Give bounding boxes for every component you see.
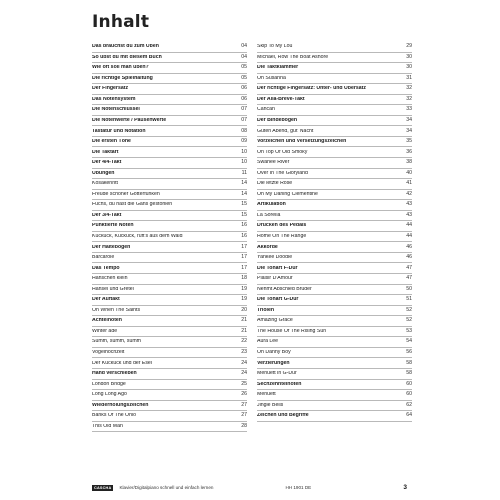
toc-entry-label: Die Notenwerte / Pausenwerte [92, 118, 167, 123]
toc-entry [92, 348, 247, 359]
toc-column-right [257, 42, 412, 422]
toc-entry-page: 24 [241, 359, 247, 366]
toc-entry-label: Guten Abend, gut' Nacht [257, 128, 314, 134]
toc-entry [92, 327, 247, 338]
toc-entry-page: 32 [406, 95, 412, 102]
toc-entry-page: 07 [241, 106, 247, 113]
toc-entry-page: 10 [241, 159, 247, 166]
toc-entry-page: 22 [241, 338, 247, 345]
toc-entry [92, 306, 247, 317]
toc-entry-label: Banks Of The Ohio [92, 413, 137, 419]
toc-entry [257, 295, 412, 306]
toc-entry [92, 422, 247, 433]
toc-entry-label: Oh Susanna [257, 75, 286, 81]
toc-entry [92, 253, 247, 264]
toc-entry-page: 17 [241, 264, 247, 271]
toc-entry-page: 38 [406, 159, 412, 166]
toc-entry [257, 116, 412, 127]
toc-entry-label: So übst du mit diesem Buch [92, 54, 162, 60]
toc-entry-page: 44 [406, 222, 412, 229]
toc-entry-label: La Sorella [257, 212, 281, 218]
toc-entry [92, 390, 247, 401]
toc-entry [92, 263, 247, 274]
toc-entry-label: Kosakenritt [92, 181, 118, 187]
toc-entry-label: Wie oft soll man üben? [92, 65, 149, 71]
toc-entry [92, 221, 247, 232]
toc-entry-page: 17 [241, 243, 247, 250]
toc-entry-label: Das Notensystem [92, 96, 136, 102]
toc-entry-label: Oh Danny Boy [257, 350, 291, 356]
toc-entry [257, 42, 412, 53]
toc-entry-page: 23 [241, 349, 247, 356]
toc-entry-label: Akkorde [257, 244, 278, 250]
toc-entry-label: Vogelhochzeit [92, 350, 125, 356]
toc-entry [257, 169, 412, 180]
toc-entry-label: Die Tonart F-Dur [257, 265, 298, 271]
toc-entry [257, 401, 412, 412]
toc-entry [257, 158, 412, 169]
toc-entry-label: Übungen [92, 170, 115, 176]
toc-entry [92, 63, 247, 74]
toc-entry [257, 190, 412, 201]
toc-entry [257, 126, 412, 137]
toc-entry-label: Home On The Range [257, 234, 307, 240]
toc-entry-page: 47 [406, 275, 412, 282]
toc-entry-page: 41 [406, 180, 412, 187]
toc-entry-label: Long Long Ago [92, 392, 127, 398]
toc-entry-page: 36 [406, 148, 412, 155]
toc-entry-label: This Old Man [92, 423, 123, 429]
toc-entry-label: Summ, summ, summ [92, 339, 141, 345]
toc-entry-page: 52 [406, 317, 412, 324]
toc-entry-label: Verzierungen [257, 360, 290, 366]
toc-entry-page: 06 [241, 95, 247, 102]
toc-entry-label: Winter ade [92, 328, 118, 334]
toc-entry-page: 14 [241, 190, 247, 197]
toc-entry-label: Plaisir D'Amour [257, 276, 293, 282]
toc-entry-page: 24 [241, 370, 247, 377]
toc-entry [257, 358, 412, 369]
toc-entry [257, 369, 412, 380]
toc-entry [257, 285, 412, 296]
toc-entry [257, 232, 412, 243]
toc-entry-page: 11 [241, 169, 247, 176]
toc-entry [92, 147, 247, 158]
toc-entry-label: Sechzehntelnoten [257, 381, 302, 387]
toc-entry-label: Kuckuck, Kuckuck, ruft's aus dem Wald [92, 234, 183, 240]
toc-entry-label: Die Taktart [92, 149, 119, 155]
toc-entry [92, 158, 247, 169]
toc-entry-label: Freude schöner Götterfunken [92, 191, 160, 197]
toc-entry-label: Triolen [257, 307, 275, 313]
toc-entry-label: Die Tonart G-Dur [257, 297, 299, 303]
toc-entry-label: Menuett [257, 392, 276, 398]
toc-entry-page: 19 [241, 296, 247, 303]
toc-entry-page: 05 [241, 74, 247, 81]
toc-entry-label: On Top Of Old Smoky [257, 149, 308, 155]
toc-entry-label: The House Of The Rising Sun [257, 328, 327, 334]
toc-entry-page: 10 [241, 148, 247, 155]
toc-entry [257, 348, 412, 359]
toc-entry-label: Das Tempo [92, 265, 120, 271]
toc-entry-page: 58 [406, 370, 412, 377]
toc-entry [257, 274, 412, 285]
toc-entry-page: 32 [406, 85, 412, 92]
toc-entry [257, 380, 412, 391]
toc-entry-page: 53 [406, 327, 412, 334]
toc-entry [92, 137, 247, 148]
publisher-logo: CASCHA [94, 485, 112, 490]
toc-entry-page: 29 [406, 43, 412, 50]
toc-entry [92, 274, 247, 285]
toc-entry-label: Tastatur und Notation [92, 128, 146, 134]
toc-entry-label: Swanee River [257, 160, 290, 166]
toc-entry-page: 14 [241, 180, 247, 187]
toc-entry-label: Punktierte Noten [92, 223, 134, 229]
toc-entry [92, 190, 247, 201]
toc-entry-label: Yankee Doodle [257, 255, 293, 261]
toc-entry [257, 221, 412, 232]
toc-entry-page: 18 [241, 275, 247, 282]
toc-entry-label: Oh My Darling Clementine [257, 191, 318, 197]
toc-entry [92, 369, 247, 380]
toc-entry [92, 232, 247, 243]
toc-entry-label: Hänschen klein [92, 276, 128, 282]
toc-entry-label: Fuchs, du hast die Gans gestohlen [92, 202, 173, 208]
toc-entry [257, 84, 412, 95]
toc-entry-page: 54 [406, 338, 412, 345]
toc-entry [257, 263, 412, 274]
toc-entry [92, 358, 247, 369]
toc-entry-page: 34 [406, 127, 412, 134]
toc-entry [92, 337, 247, 348]
toc-entry-label: Wiederholungszeichen [92, 402, 149, 408]
toc-entry-label: Das brauchst du zum Üben [92, 44, 159, 50]
toc-entry [257, 179, 412, 190]
toc-entry-page: 51 [406, 296, 412, 303]
toc-entry [92, 53, 247, 64]
toc-entry-label: Oh When The Saints [92, 307, 141, 313]
toc-entry-label: Over In The Gloryland [257, 170, 308, 176]
toc-entry [257, 53, 412, 64]
toc-entry-label: London Bridge [92, 381, 126, 387]
toc-entry-label: Amazing Grace [257, 318, 293, 324]
toc-entry-label: Nehmt Abschied Brüder [257, 286, 312, 292]
toc-entry-label: Der Kuckuck und der Esel [92, 360, 152, 366]
toc-entry-page: 60 [406, 380, 412, 387]
toc-entry [92, 411, 247, 422]
toc-entry [257, 74, 412, 85]
toc-entry [92, 105, 247, 116]
toc-entry-label: Der 3/4-Takt [92, 212, 122, 218]
toc-entry-page: 27 [241, 412, 247, 419]
toc-entry [257, 306, 412, 317]
toc-entry [92, 401, 247, 412]
toc-entry-page: 56 [406, 349, 412, 356]
toc-entry-label: Die letzte Rose [257, 181, 293, 187]
toc-entry-page: 64 [406, 412, 412, 419]
toc-entry [92, 74, 247, 85]
toc-entry-page: 19 [241, 285, 247, 292]
toc-entry-label: Die ersten Töne [92, 139, 131, 145]
toc-entry [92, 211, 247, 222]
toc-entry-label: Cancan [257, 107, 275, 113]
toc-entry-page: 07 [241, 117, 247, 123]
toc-entry-page: 17 [241, 254, 247, 261]
toc-entry [92, 295, 247, 306]
toc-entry-label: Barcarole [92, 255, 115, 261]
toc-entry-label: Artikulation [257, 202, 286, 208]
toc-entry-page: 33 [406, 106, 412, 113]
page-title: Inhalt [92, 12, 150, 32]
toc-entry-label: Die Taktklammer [257, 65, 299, 71]
toc-entry-page: 27 [241, 401, 247, 408]
toc-entry [257, 253, 412, 264]
toc-entry [257, 105, 412, 116]
toc-entry-page: 06 [241, 85, 247, 92]
toc-entry-label: Der Haltebogen [92, 244, 131, 250]
toc-entry-page: 16 [241, 233, 247, 240]
page-number: 3 [403, 484, 407, 491]
toc-entry [92, 42, 247, 53]
toc-entry [92, 95, 247, 106]
toc-entry-page: 50 [406, 285, 412, 292]
toc-entry-page: 43 [406, 211, 412, 218]
toc-entry-page: 08 [241, 127, 247, 134]
toc-entry-page: 34 [406, 117, 412, 123]
toc-entry [92, 179, 247, 190]
toc-entry [92, 169, 247, 180]
toc-entry-label: Der Alla-Breve-Takt [257, 96, 305, 102]
toc-entry [257, 411, 412, 422]
toc-entry [257, 242, 412, 253]
toc-entry [92, 126, 247, 137]
toc-entry-page: 16 [241, 222, 247, 229]
page-footer [92, 483, 407, 492]
toc-entry-label: Vorzeichen und Versetzungszeichen [257, 139, 347, 145]
toc-entry [92, 242, 247, 253]
toc-entry-label: Der richtige Fingersatz: Unter- und Übersatz [257, 86, 366, 92]
toc-entry-page: 21 [241, 317, 247, 324]
toc-entry-label: Menuett in G-Dur [257, 371, 297, 377]
toc-entry-label: Der Bindebogen [257, 118, 298, 123]
toc-entry-page: 15 [241, 211, 247, 218]
toc-entry-label: Die richtige Spielhaltung [92, 75, 153, 81]
toc-entry-page: 44 [406, 233, 412, 240]
toc-entry-label: Zeichen und Begriffe [257, 413, 309, 419]
toc-entry [92, 316, 247, 327]
toc-entry-page: 62 [406, 401, 412, 408]
toc-entry-page: 40 [406, 169, 412, 176]
toc-entry [92, 84, 247, 95]
toc-entry [92, 285, 247, 296]
toc-entry-label: Aura Lee [257, 339, 279, 345]
toc-entry-label: Der Fingersatz [92, 86, 129, 92]
toc-entry-page: 05 [241, 64, 247, 71]
toc-entry-label: Hand verschieben [92, 371, 137, 377]
toc-entry-label: Hänsel und Gretel [92, 286, 134, 292]
toc-entry-page: 42 [406, 190, 412, 197]
toc-entry-label: Die Notenschlüssel [92, 107, 140, 113]
toc-entry [257, 137, 412, 148]
toc-entry-page: 04 [241, 43, 247, 50]
toc-column-left [92, 42, 247, 432]
toc-entry-page: 30 [406, 64, 412, 71]
toc-entry [257, 200, 412, 211]
toc-entry-page: 35 [406, 138, 412, 145]
toc-entry [257, 95, 412, 106]
toc-entry-page: 47 [406, 264, 412, 271]
toc-entry-page: 25 [241, 380, 247, 387]
toc-entry-label: Skip To My Lou [257, 44, 293, 50]
toc-entry-page: 60 [406, 391, 412, 398]
toc-entry-label: Der 4/4-Takt [92, 160, 122, 166]
toc-entry [257, 147, 412, 158]
toc-entry-page: 58 [406, 359, 412, 366]
toc-entry-page: 04 [241, 53, 247, 60]
toc-entry [257, 316, 412, 327]
toc-entry [257, 63, 412, 74]
toc-entry-page: 20 [241, 306, 247, 313]
toc-entry [92, 200, 247, 211]
toc-entry-page: 15 [241, 201, 247, 208]
toc-entry-page: 31 [406, 74, 412, 81]
toc-entry-label: Michael, Row The Boat Ashore [257, 54, 329, 60]
toc-entry-label: Achtelnoten [92, 318, 122, 324]
toc-entry [92, 380, 247, 391]
book-title: Klavier/Digitalpiano schnell und einfach lernen [119, 485, 214, 490]
toc-entry [257, 390, 412, 401]
toc-entry-label: Der Auftakt [92, 297, 120, 303]
toc-entry-page: 52 [406, 306, 412, 313]
book-code: HH 1901 DE [285, 485, 312, 490]
toc-entry-page: 43 [406, 201, 412, 208]
toc-entry-label: Drücken des Pedals [257, 223, 307, 229]
toc-entry [257, 327, 412, 338]
toc-entry [92, 116, 247, 127]
toc-entry-page: 46 [406, 243, 412, 250]
toc-entry [257, 337, 412, 348]
toc-entry-page: 46 [406, 254, 412, 261]
toc-entry-page: 26 [241, 391, 247, 398]
toc-entry-page: 09 [241, 138, 247, 145]
toc-entry-label: Jingle Bells [257, 402, 284, 408]
toc-entry-page: 21 [241, 327, 247, 334]
toc-entry-page: 28 [241, 422, 247, 429]
toc-entry [257, 211, 412, 222]
toc-entry-page: 30 [406, 53, 412, 60]
